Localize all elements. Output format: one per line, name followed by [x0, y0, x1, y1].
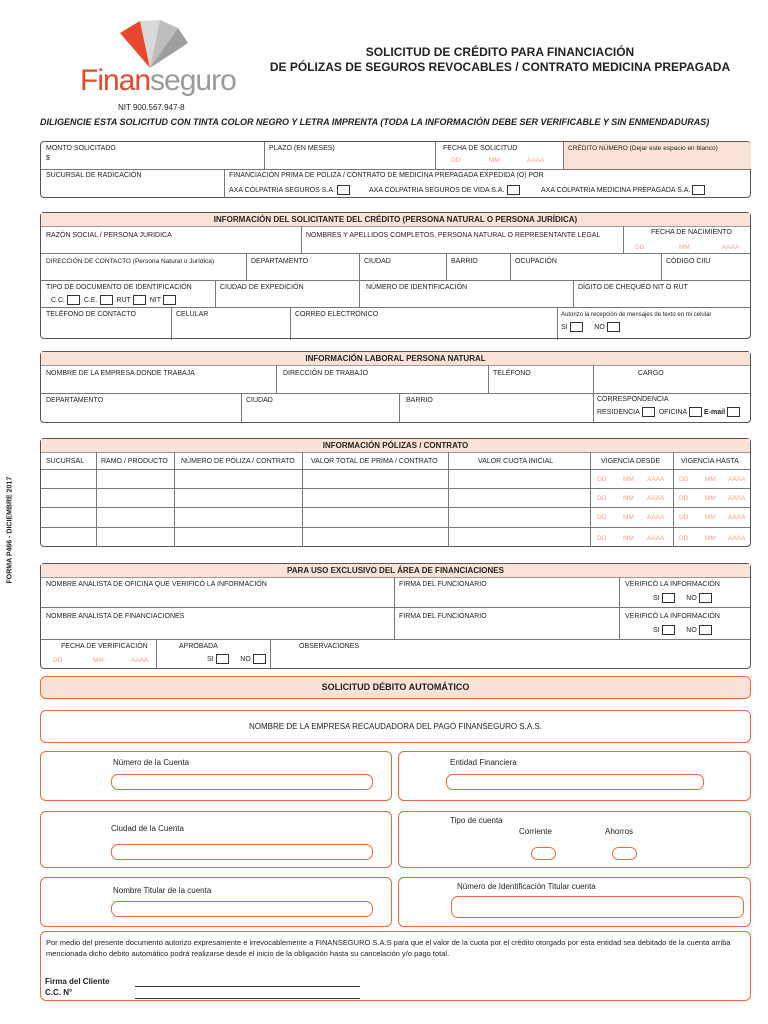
barrio-trabajo-label: BARRIO — [406, 397, 433, 404]
barrio-label: BARRIO — [451, 258, 478, 265]
policies-section-title: INFORMACIÓN PÓLIZAS / CONTRATO — [41, 439, 750, 453]
employment-section — [40, 351, 751, 423]
checkbox-aprobada-no[interactable] — [253, 654, 266, 664]
col-ramo: RAMO / PRODUCTO — [101, 458, 168, 465]
fecha-solicitud-dd[interactable]: DD — [451, 157, 461, 164]
bank-label: Entidad Financiera — [450, 758, 517, 767]
checkbox-axa-vida[interactable] — [507, 185, 520, 195]
ocupacion-label: OCUPACIÓN — [515, 258, 557, 265]
checkbox-nit[interactable] — [163, 295, 176, 305]
analista-oficina-label: NOMBRE ANALISTA DE OFICINA QUE VERIFICÓ LA INFORMACIÓN — [46, 581, 267, 588]
holder-name-box — [40, 877, 392, 927]
checkbox-axa-seguros[interactable] — [337, 185, 350, 195]
numero-id-label: NÚMERO DE IDENTIFICACIÓN — [366, 284, 468, 291]
checkbox-sms-si[interactable] — [570, 322, 583, 332]
telefono-label: TELÉFONO DE CONTACTO — [46, 311, 136, 318]
aprobada-options: SI NO — [207, 654, 266, 664]
fecha-nac-mm[interactable]: MM — [679, 244, 690, 251]
authorization-text: Por medio del presente documento autorizo expresamente e irrevocablemente a FINANSEGURO S.A.S para que el valor de la cuota por el crédito otorgado por esta entidad sea debitado de la cuenta arriba mencionada dicho debito automático podrá realizarse desde el inicio de la obligación hasta su cancelación y/o pago total. — [46, 938, 731, 958]
cargo-label: CARGO — [638, 370, 664, 377]
corriente-label: Corriente — [519, 827, 552, 836]
ciiu-label: CÓDIGO CIIU — [666, 258, 711, 265]
plazo-label: PLAZO (EN MESES) — [269, 145, 335, 152]
checkbox-verifico2-si[interactable] — [662, 625, 675, 635]
holder-name-input[interactable] — [111, 901, 373, 917]
departamento-trabajo-label: DEPARTAMENTO — [46, 397, 104, 404]
ahorros-option[interactable] — [612, 847, 637, 860]
holder-name-label: Nombre Titular de la cuenta — [113, 886, 212, 895]
fecha-solicitud-label: FECHA DE SOLICITUD — [443, 145, 518, 152]
empresa-label: NOMBRE DE LA EMPRESA DONDE TRABAJA — [46, 370, 195, 377]
nombres-label: NOMBRES Y APELLIDOS COMPLETOS, PERSONA NATURAL O REPRESENTANTE LEGAL — [306, 232, 601, 239]
digito-label: DÍGITO DE CHEQUEO NIT O RUT — [578, 284, 688, 291]
option-axa-medicina[interactable]: AXA COLPATRIA MEDICINA PREPAGADA S.A. — [541, 185, 705, 195]
col-sucursal: SUCURSAL — [46, 458, 85, 465]
logo — [80, 18, 236, 113]
verifico-1-label: VERIFICÓ LA INFORMACIÓN — [625, 581, 720, 588]
cc-cliente-line[interactable] — [135, 998, 360, 999]
verifico-2-options: SI NO — [653, 625, 712, 635]
holder-id-label: Número de Identificación Titular cuenta — [457, 882, 596, 891]
razon-label: RAZÓN SOCIAL / PERSONA JURIDICA — [46, 232, 172, 239]
sms-options: SI NO — [561, 322, 620, 332]
logo-text-finan: Finan — [80, 64, 151, 97]
logo-text-seguro: seguro — [150, 64, 236, 97]
tipo-doc-label: TIPO DE DOCUMENTO DE IDENTIFICACIÓN — [46, 284, 192, 291]
verifico-1-options: SI NO — [653, 593, 712, 603]
checkbox-verifico1-si[interactable] — [662, 593, 675, 603]
authorization-box — [40, 931, 751, 1001]
employment-section-title: INFORMACIÓN LABORAL PERSONA NATURAL — [41, 352, 750, 366]
correspondencia-options: RESIDENCIA OFICINA E-mail — [597, 407, 740, 417]
firma-cliente-label: Firma del Cliente — [45, 977, 110, 986]
aprobada-label: APROBADA — [179, 643, 218, 650]
holder-id-input[interactable] — [451, 896, 744, 918]
fecha-nac-dd[interactable]: DD — [635, 244, 645, 251]
debit-title: SOLICITUD DÉBITO AUTOMÁTICO — [321, 682, 470, 692]
account-city-label: Ciudad de la Cuenta — [111, 824, 184, 833]
table-row[interactable]: DD MM AAAA DD MM AAAA — [597, 514, 746, 521]
account-type-box — [398, 811, 751, 868]
correspondencia-label: CORRESPONDENCIA — [597, 396, 669, 403]
firma-funcionario-2-label: FIRMA DEL FUNCIONARIO — [399, 613, 487, 620]
option-axa-vida[interactable]: AXA COLPATRIA SEGUROS DE VIDA S.A. — [369, 185, 520, 195]
firma-funcionario-1-label: FIRMA DEL FUNCIONARIO — [399, 581, 487, 588]
table-row[interactable]: DD MM AAAA DD MM AAAA — [597, 495, 746, 502]
fecha-ver-aaaa[interactable]: AAAA — [131, 657, 149, 664]
fecha-nac-label: FECHA DE NACIMIENTO — [651, 229, 732, 236]
form-title-2: DE PÓLIZAS DE SEGUROS REVOCABLES / CONTRATO MEDICINA PREPAGADA — [269, 60, 731, 74]
celular-label: CELULAR — [176, 311, 209, 318]
firma-cliente-line[interactable] — [135, 986, 360, 987]
request-section — [40, 141, 751, 198]
table-row[interactable]: DD MM AAAA DD MM AAAA — [597, 476, 746, 483]
bank-input[interactable] — [446, 774, 704, 790]
table-row[interactable]: DD MM AAAA DD MM AAAA — [597, 535, 746, 542]
checkbox-rut[interactable] — [133, 295, 146, 305]
fecha-solicitud-aaaa[interactable]: AAAA — [527, 157, 545, 164]
credito-numero-label: CRÉDITO NÚMERO (Dejar este espacio en blanco) — [568, 145, 718, 152]
option-axa-seguros[interactable]: AXA COLPATRIA SEGUROS S.A. — [229, 185, 350, 195]
form-title-1: SOLICITUD DE CRÉDITO PARA FINANCIACIÓN — [365, 45, 635, 59]
col-cuota-inicial: VALOR CUOTA INICIAL — [478, 458, 554, 465]
applicant-section-title: INFORMACIÓN DEL SOLICITANTE DEL CRÉDITO (PERSONA NATURAL O PERSONA JURÍDICA) — [41, 213, 750, 227]
currency-sign: $ — [46, 155, 50, 162]
analista-fin-label: NOMBRE ANALISTA DE FINANCIACIONES — [46, 613, 185, 620]
ciudad-exp-label: CIUDAD DE EXPEDICIÓN — [220, 284, 304, 291]
ciudad-trabajo-label: CIUDAD — [246, 397, 273, 404]
checkbox-residencia[interactable] — [642, 407, 655, 417]
account-number-box — [40, 751, 392, 801]
account-number-label: Número de la Cuenta — [113, 758, 190, 767]
fecha-solicitud-mm[interactable]: MM — [489, 157, 500, 164]
account-number-input[interactable] — [111, 774, 373, 790]
dir-trabajo-label: DIRECCIÓN DE TRABAJO — [283, 370, 369, 377]
monto-label: MONTO SOLICITADO — [46, 145, 116, 152]
account-city-box — [40, 811, 392, 868]
col-vigencia-desde: VIGENCIA DESDE — [601, 458, 661, 465]
verifico-2-label: VERIFICÓ LA INFORMACIÓN — [625, 613, 720, 620]
account-type-label: Tipo de cuenta — [450, 816, 503, 825]
internal-use-section — [40, 563, 751, 669]
checkbox-cc[interactable] — [67, 295, 80, 305]
checkbox-sms-no[interactable] — [607, 322, 620, 332]
collector-company-label: NOMBRE DE LA EMPRESA RECAUDADORA DEL PAGO FINANSEGURO S.A.S. — [249, 722, 542, 731]
cc-cliente-label: C.C. N° — [45, 988, 73, 997]
collector-company-box — [40, 710, 751, 743]
ahorros-label: Ahorros — [605, 827, 634, 836]
departamento-label: DEPARTAMENTO — [251, 258, 309, 265]
col-vigencia-hasta: VIGENCIA HASTA — [681, 458, 739, 465]
checkbox-axa-medicina[interactable] — [692, 185, 705, 195]
financiacion-label: FINANCIACIÓN PRIMA DE POLIZA / CONTRATO DE MEDICINA PREPAGADA EXPEDIDA (O) POR — [229, 172, 544, 179]
correo-label: CORREO ELECTRÓNICO — [295, 311, 379, 318]
tel-trabajo-label: TELÉFONO — [493, 370, 531, 377]
fecha-nac-aaaa[interactable]: AAAA — [722, 244, 740, 251]
logo-fan-icon — [110, 18, 190, 68]
ciudad-label: CIUDAD — [364, 258, 391, 265]
tipo-doc-options: C.C. C.E. RUT NIT — [51, 295, 176, 305]
fecha-ver-dd[interactable]: DD — [53, 657, 63, 664]
col-numero-poliza: NÚMERO DE PÓLIZA / CONTRATO — [181, 458, 295, 465]
policies-section — [40, 438, 751, 547]
checkbox-oficina[interactable] — [689, 407, 702, 417]
checkbox-ce[interactable] — [100, 295, 113, 305]
sucursal-label: SUCURSAL DE RADICACIÓN — [46, 172, 142, 179]
plazo-input[interactable] — [269, 154, 429, 166]
checkbox-verifico1-no[interactable] — [699, 593, 712, 603]
internal-use-section-title: PARA USO EXCLUSIVO DEL ÁREA DE FINANCIACIONES — [41, 564, 750, 578]
fecha-ver-mm[interactable]: MM — [93, 657, 104, 664]
holder-id-box — [398, 877, 751, 927]
direccion-label: DIRECCIÓN DE CONTACTO (Persona Natural o Jurídica) — [46, 258, 215, 265]
bank-box — [398, 751, 751, 801]
checkbox-email[interactable] — [727, 407, 740, 417]
col-valor-total: VALOR TOTAL DE PRIMA / CONTRATO — [311, 458, 438, 465]
fecha-verificacion-label: FECHA DE VERIFICACIÓN — [61, 643, 148, 650]
instruction-text: DILIGENCIE ESTA SOLICITUD CON TINTA COLOR NEGRO Y LETRA IMPRENTA (TODA LA INFORMACIÓN DEBE SER VERIFICABLE Y SIN ENMENDADURAS) — [40, 117, 710, 127]
account-city-input[interactable] — [111, 844, 373, 860]
observaciones-label: OBSERVACIONES — [299, 643, 360, 650]
autorizo-label: Autorizo la recepción de mensajes de texto en mi celular — [561, 312, 712, 318]
side-form-code: FORMA P466 - DICIEMBRE 2017 — [6, 476, 14, 584]
checkbox-verifico2-no[interactable] — [699, 625, 712, 635]
corriente-option[interactable] — [531, 847, 556, 860]
monto-input[interactable] — [55, 153, 255, 165]
nit-label: NIT 900.567.947-8 — [118, 103, 185, 112]
checkbox-aprobada-si[interactable] — [216, 654, 229, 664]
debit-title-bar — [40, 676, 751, 699]
applicant-section — [40, 212, 751, 339]
